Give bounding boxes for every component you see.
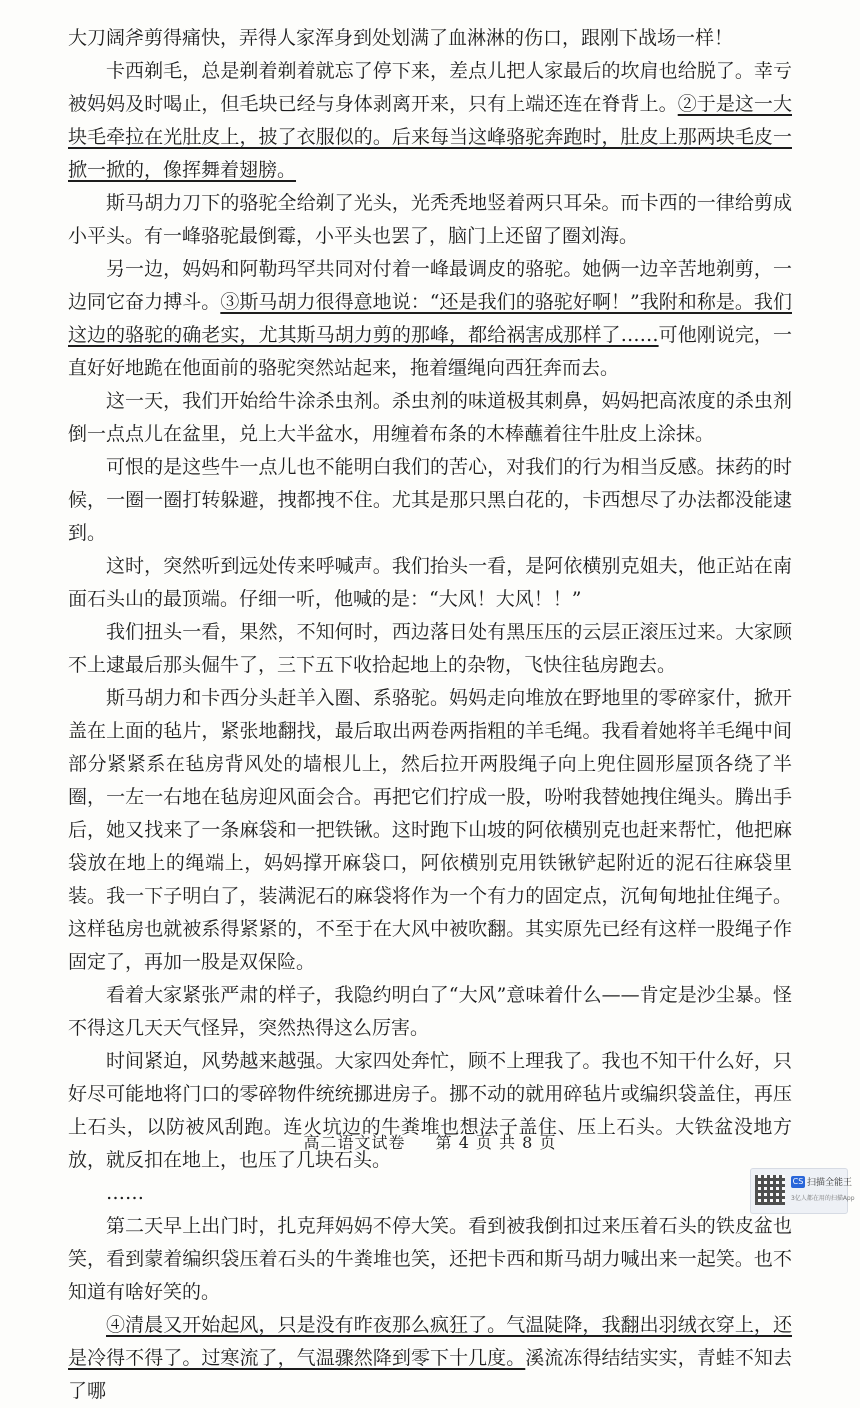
qr-code-icon: [755, 1175, 785, 1205]
camscanner-logo: CS: [792, 1177, 804, 1186]
text-segment: 这时，突然听到远处传来呼喊声。我们抬头一看，是阿依横别克姐夫，他正站在南面石头山的最顶端。仔细一听，他喊的是：“大风！大风！！”: [68, 555, 792, 610]
page-footer: [0, 1130, 860, 1153]
text-segment: 溪流冻得结结实实，青蛙不知去了哪: [68, 1347, 792, 1402]
paragraph: [68, 187, 792, 253]
paragraph: [68, 451, 792, 550]
text-segment: 这一天，我们开始给牛涂杀虫剂。杀虫剂的味道极其刺鼻，妈妈把高浓度的杀虫剂倒一点点儿在盆里，兑上大半盆水，用缠着布条的木棒蘸着往牛肚皮上涂抹。: [68, 390, 792, 445]
text-segment: 斯马胡力和卡西分头赶羊入圈、系骆驼。妈妈走向堆放在野地里的零碎家什，掀开盖在上面的毡片，紧张地翻找，最后取出两卷两指粗的羊毛绳。我看着她将羊毛绳中间部分紧紧系在毡房背风处的墙根儿上，然后拉开两股绳子向上兜住圆形屋顶各绕了半圈，一左一右地在毡房迎风面会合。再把它们拧成一股，吩咐我替她拽住绳头。腾出手后，她又找来了一条麻袋和一把铁锹。这时跑下山坡的阿依横别克也赶来帮忙，他把麻袋放在地上的绳端上，妈妈撑开麻袋口，阿依横别克用铁锹铲起附近的泥石往麻袋里装。我一下子明白了，装满泥石的麻袋将作为一个有力的固定点，沉甸甸地扯住绳子。这样毡房也就被系得紧紧的，不至于在大风中被吹翻。其实原先已经有这样一股绳子作固定了，再加一股是双保险。: [68, 687, 792, 973]
text-segment: 卡西剃毛，总是剃着剃着就忘了停下来，差点儿把人家最后的坎肩也给脱了。幸亏被妈妈及时喝止，但毛块已经与身体剥离开来，只有上端还连在脊背上。: [68, 60, 792, 115]
paragraph: [68, 1045, 792, 1177]
paragraph: [68, 22, 792, 55]
paragraph: [68, 1177, 792, 1210]
paragraph: [68, 979, 792, 1045]
text-segment: 大刀阔斧剪得痛快，弄得人家浑身到处划满了血淋淋的伤口，跟刚下战场一样！: [68, 27, 734, 49]
scanner-watermark: [750, 1168, 855, 1214]
paragraph: [68, 253, 792, 385]
underlined-sentence: ②于是这一大块毛牵拉在光肚皮上，披了衣服似的。后来每当这峰骆驼奔跑时，肚皮上那两块毛皮一掀一掀的，像挥舞着翅膀。: [68, 93, 792, 181]
text-segment: 时间紧迫，风势越来越强。大家四处奔忙，顾不上理我了。我也不知干什么好，只好尽可能地将门口的零碎物件统统挪进房子。挪不动的就用碎毡片或编织袋盖住，再压上石头，以防被风刮跑。连火坑边的牛粪堆也想法子盖住、压上石头。大铁盆没地方放，就反扣在地上，也压了几块石头。: [68, 1050, 792, 1171]
exam-title: 高二语文试卷: [303, 1133, 406, 1152]
paragraph: [68, 55, 792, 187]
text-segment: 我们扭头一看，果然，不知何时，西边落日处有黑压压的云层正滚压过来。大家顾不上逮最后那头倔牛了，三下五下收拾起地上的杂物，飞快往毡房跑去。: [68, 621, 792, 676]
scanner-tagline: 3亿人都在用的扫描App: [791, 1195, 855, 1202]
text-segment: 可他刚说完，一直好好地跪在他面前的骆驼突然站起来，拖着缰绳向西狂奔而去。: [68, 324, 792, 379]
paragraph: [68, 1309, 792, 1408]
paragraph: [68, 616, 792, 682]
underlined-sentence: ④清晨又开始起风，只是没有昨夜那么疯狂了。气温陡降，我翻出羽绒衣穿上，还是冷得不得了。过寒流了，气温骤然降到零下十几度。: [68, 1314, 792, 1369]
underlined-sentence: ③斯马胡力很得意地说：“还是我们的骆驼好啊！”我附和称是。我们这边的骆驼的确老实，尤其斯马胡力剪的那峰，都给祸害成那样了……: [68, 291, 792, 346]
document-body: [68, 22, 792, 1408]
scanner-brand: 扫描全能王: [807, 1178, 853, 1188]
paragraph: [68, 550, 792, 616]
paragraph: [68, 385, 792, 451]
text-segment: 另一边，妈妈和阿勒玛罕共同对付着一峰最调皮的骆驼。她俩一边辛苦地剃剪，一边同它奋力搏斗。: [68, 258, 792, 313]
text-segment: 第二天早上出门时，扎克拜妈妈不停大笑。看到被我倒扣过来压着石头的铁皮盆也笑，看到蒙着编织袋压着石头的牛粪堆也笑，还把卡西和斯马胡力喊出来一起笑。也不知道有啥好笑的。: [68, 1215, 792, 1303]
paragraph: [68, 682, 792, 979]
text-segment: 可恨的是这些牛一点儿也不能明白我们的苦心，对我们的行为相当反感。抹药的时候，一圈一圈打转躲避，拽都拽不住。尤其是那只黑白花的，卡西想尽了办法都没能逮到。: [68, 456, 792, 544]
text-segment: 斯马胡力刀下的骆驼全给剃了光头，光秃秃地竖着两只耳朵。而卡西的一律给剪成小平头。有一峰骆驼最倒霉，小平头也罢了，脑门上还留了圈刘海。: [68, 192, 792, 247]
text-segment: ……: [106, 1182, 144, 1204]
page-number: 第 4 页 共 8 页: [435, 1133, 557, 1152]
paragraph: [68, 1210, 792, 1309]
text-segment: 看着大家紧张严肃的样子，我隐约明白了“大风”意味着什么——肯定是沙尘暴。怪不得这几天天气怪异，突然热得这么厉害。: [68, 984, 792, 1039]
